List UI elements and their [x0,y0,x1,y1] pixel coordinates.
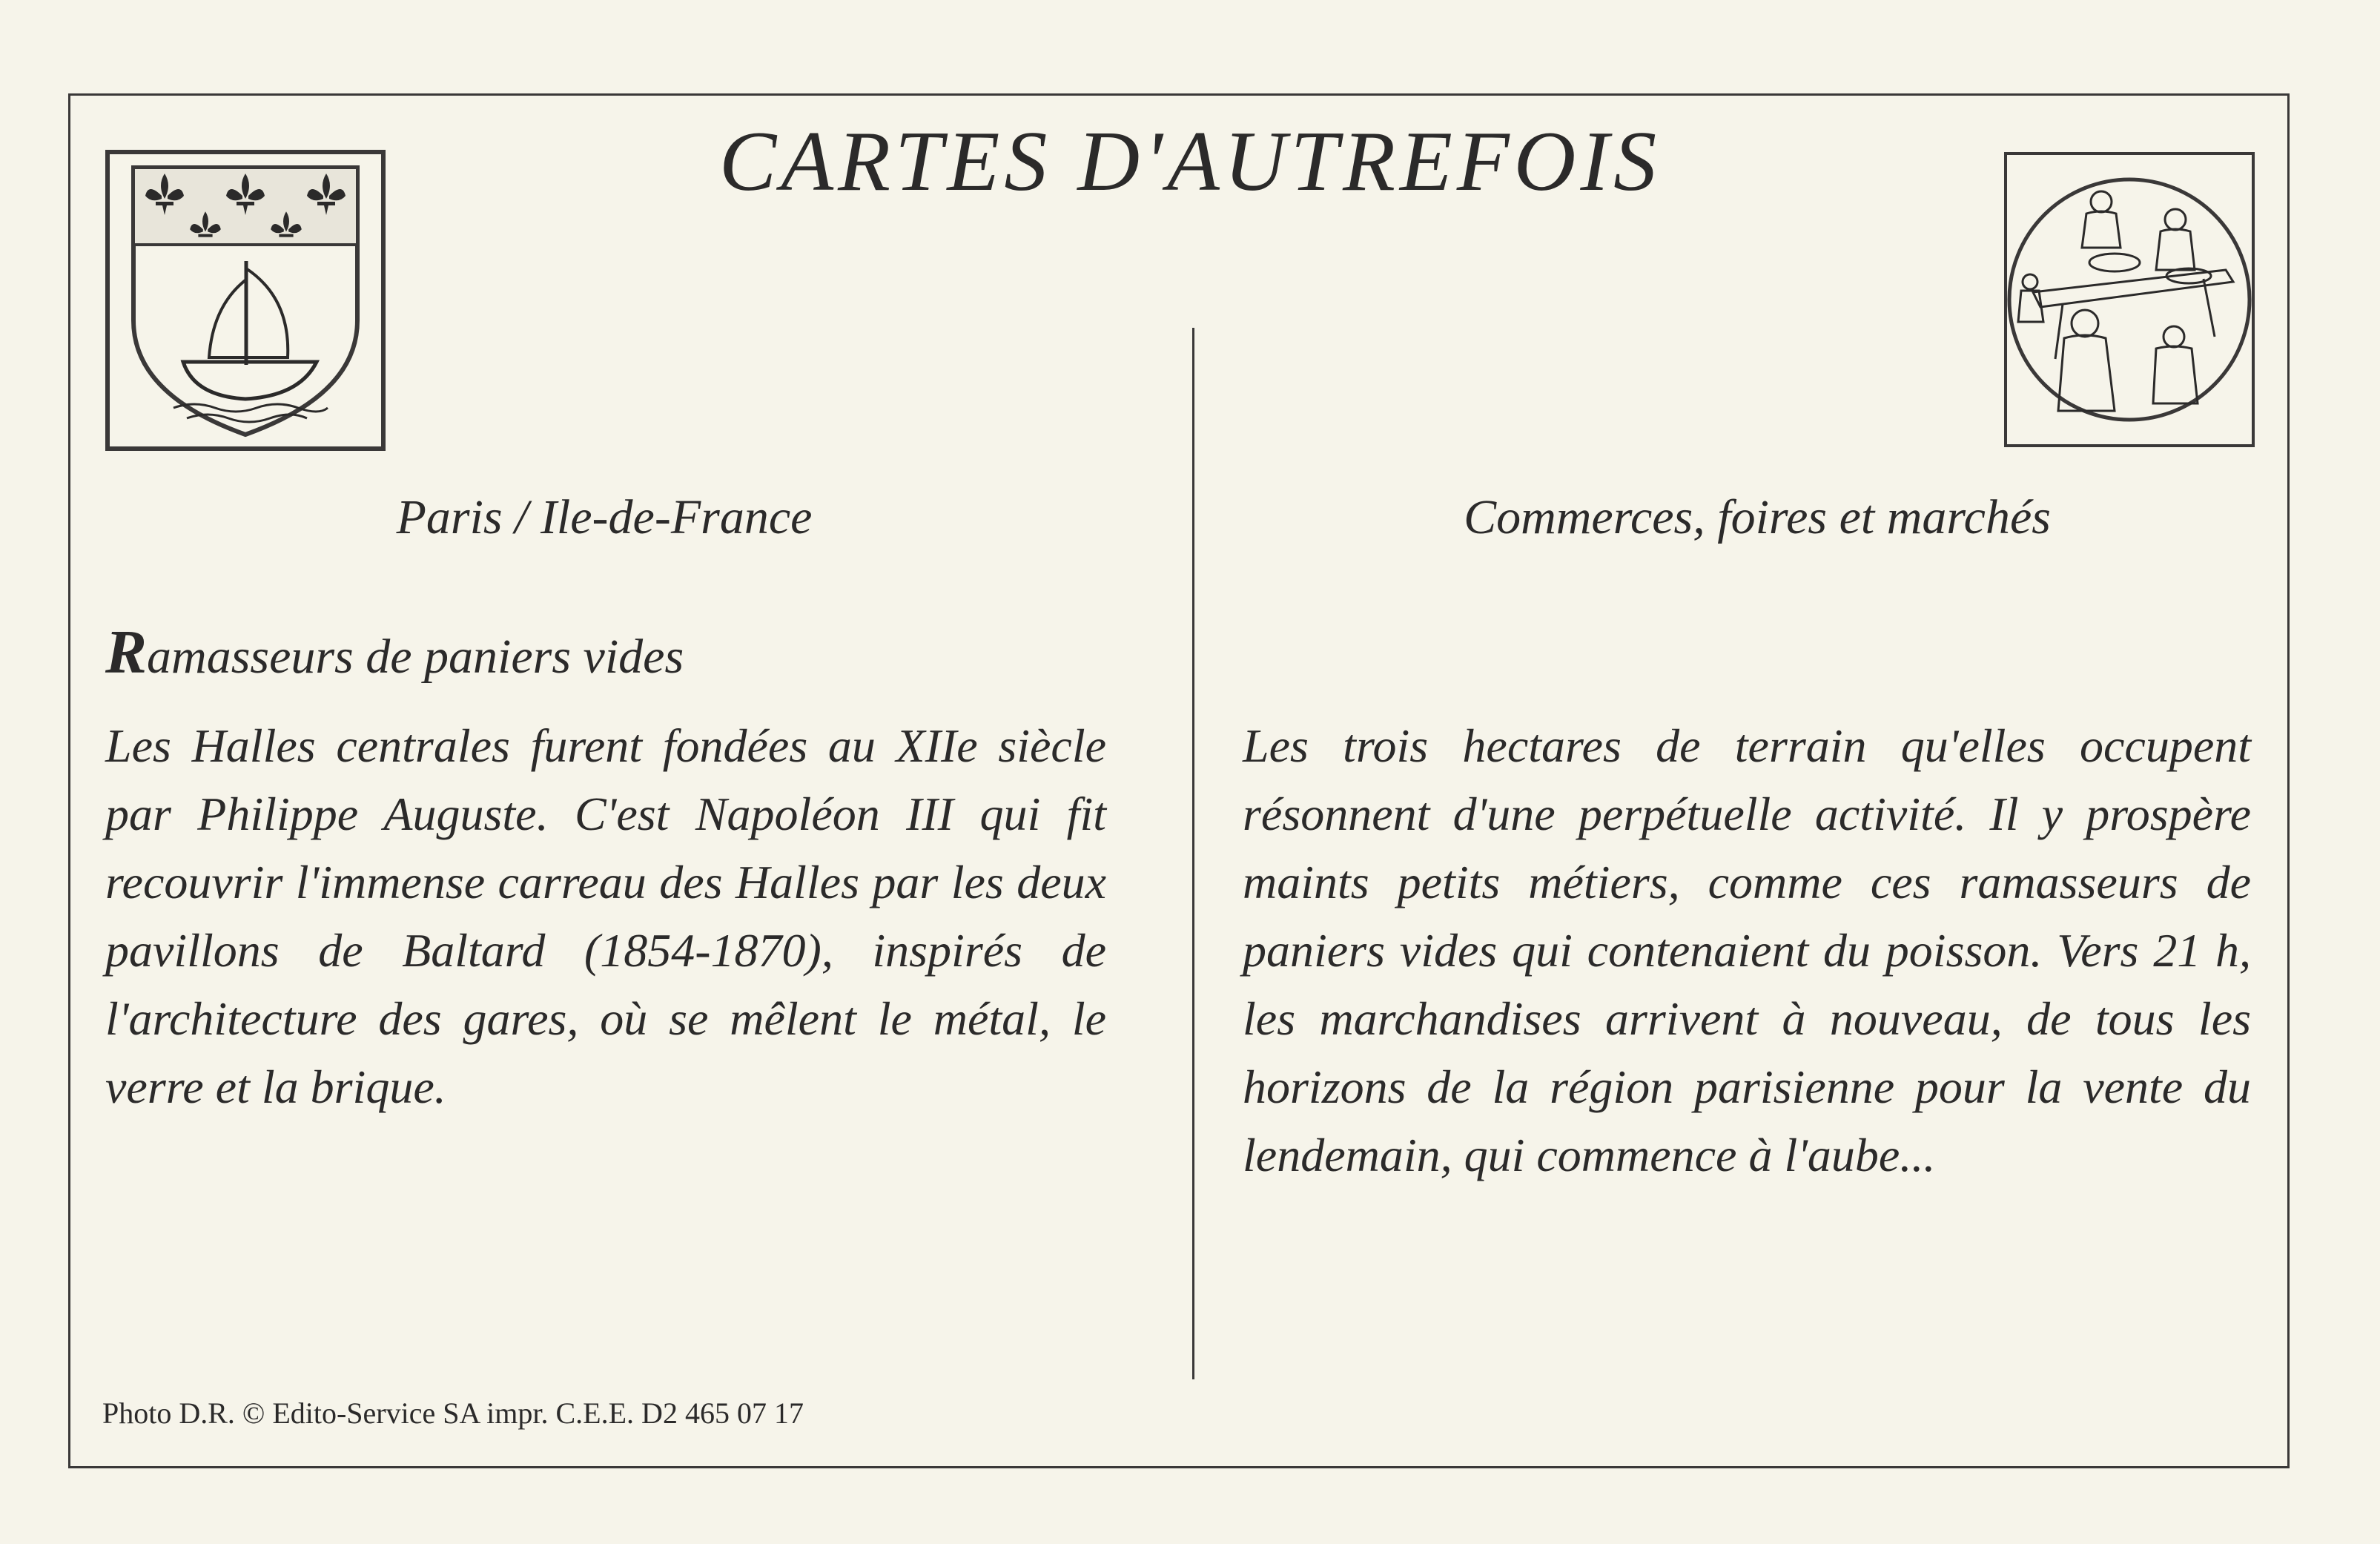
card-title: CARTES D'AUTREFOIS [718,114,1662,209]
heading-text: amasseurs de paniers vides [147,630,684,684]
region-label: Paris / Ile-de-France [396,490,813,544]
card-heading [105,616,1143,690]
photo-credit: Photo D.R. © Edito-Service SA impr. C.E.E. D2 465 07 17 [102,1396,804,1430]
theme-label: Commerces, foires et marchés [1464,490,2051,544]
center-divider [1192,328,1194,1379]
paris-coat-of-arms-icon [105,150,386,451]
left-paragraph: Les Halles centrales furent fondées au XIIe siècle par Philippe Auguste. C'est Napoléon III qui fit recouvrir l'immense carreau des Halles par les deux pavillons de Baltard (1854-1870), inspirés de l'architecture des gares, où se mêlent le métal, le verre et la brique. [105,719,1106,1113]
right-paragraph: Les trois hectares de terrain qu'elles occupent résonnent d'une perpétuelle activité. Il y prospère maints petits métiers, comme ces ramasseurs de paniers vides qui contenaient du poisson. Vers 21 h, les marchandises arrivent à nouveau, de tous les horizons de la région parisienne pour la vente du lendemain, qui commence à l'aube... [1243,719,2251,1181]
market-scene-medallion-icon [2003,151,2255,448]
heading-drop-cap: R [105,618,148,687]
